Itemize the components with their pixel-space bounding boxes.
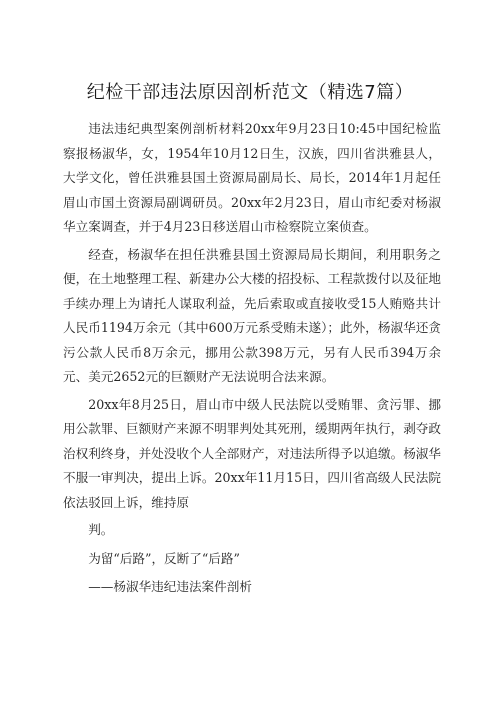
document-title: 纪检干部违法原因剖析范文（精选7篇） [86, 82, 414, 103]
paragraph-verdict: 20xx年8月25日，眉山市中级人民法院以受贿罪、贪污罪、挪用公款罪、巨额财产来源不明罪判处其死刑，缓期两年执行，剥夺政治权利终身，并处没收个人全部财产，对违法所得予以追缴。杨淑华不服一审判决，提出上诉。20xx年11月15日，四川省高级人民法院依法驳回上诉，维持原 [63, 396, 441, 510]
paragraph-case-intro: 违法违纪典型案例剖析材料20xx年9月23日10:45中国纪检监察报杨淑华，女，1954年10月12日生，汉族，四川省洪雅县人，大学文化，曾任洪雅县国土资源局副局长、局长，2014年1月起任眉山市国土资源局副调研员。20xx年2月23日，眉山市纪委对杨淑华立案调查，并于4月23日移送眉山市检察院立案侦查。 [63, 121, 441, 234]
document-body [63, 117, 441, 603]
section-heading-quote: 为留“后路”，反断了“后路” [88, 550, 240, 566]
paragraph-continuation: 判。 [88, 522, 114, 537]
section-byline: ——杨淑华违纪违法案件剖析 [88, 579, 252, 594]
paragraph-investigation: 经查，杨淑华在担任洪雅县国土资源局局长期间，利用职务之便，在土地整理工程、新建办公大楼的招投标、工程款拨付以及征地手续办理上为请托人谋取利益，先后索取或直接收受15人贿赂共计人民币1194万余元（其中600万元系受贿未遂）；此外，杨淑华还贪污公款人民币8万余元，挪用公款398万元，另有人民币394万余元、美元2652元的巨额财产无法说明合法来源。 [63, 246, 441, 384]
